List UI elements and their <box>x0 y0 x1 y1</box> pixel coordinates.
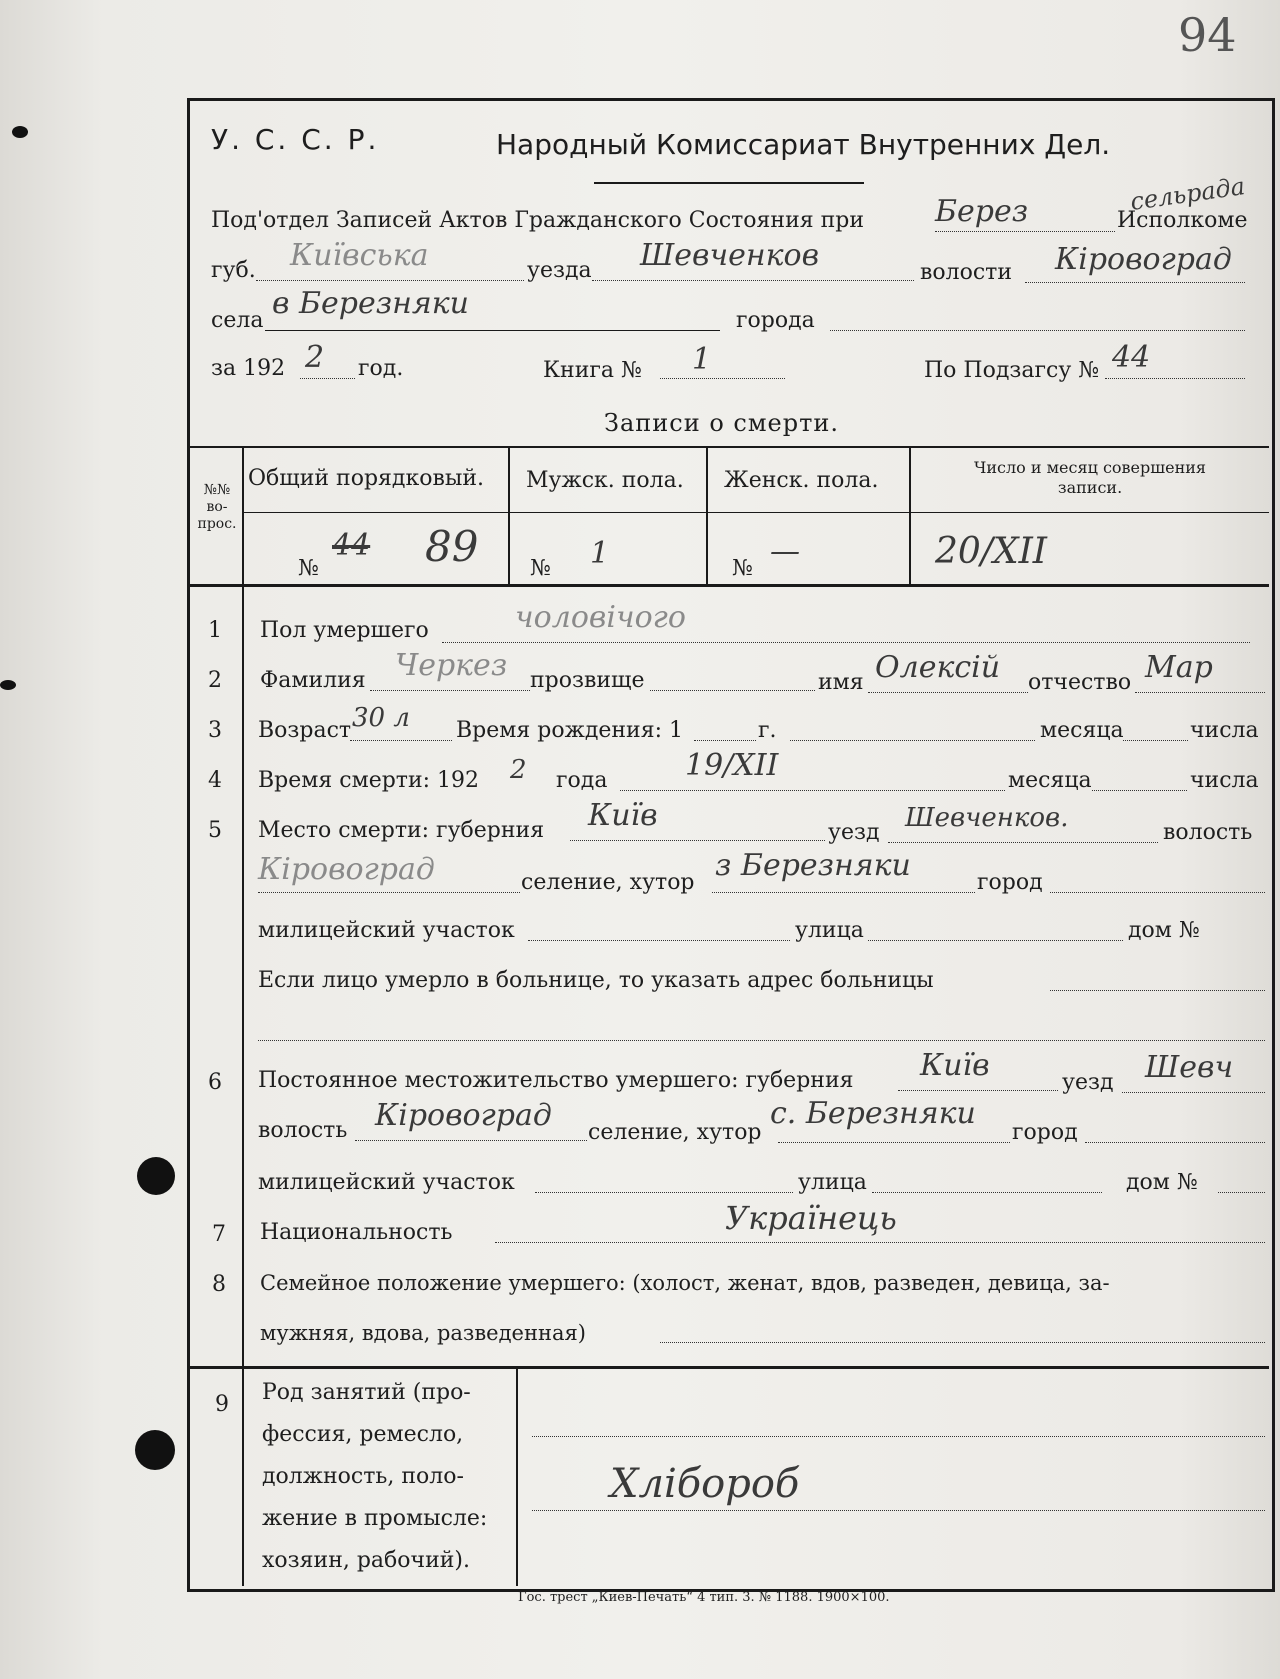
year-label: за 192 <box>211 356 286 381</box>
r5-street-label: улица <box>795 918 864 943</box>
r8-line2: мужняя, вдова, разведенная) <box>260 1321 586 1345</box>
r6-gub-value: Київ <box>920 1048 990 1083</box>
r2-name-line <box>868 692 1028 693</box>
row9-top-rule <box>190 1366 1269 1369</box>
r6-selo-value: с. Березняки <box>770 1096 976 1131</box>
r6-gorod-line <box>1085 1142 1265 1143</box>
footer-print: Гос. трест „Киев-Печать“ 4 тип. 3. № 1188. 1900×100. <box>518 1590 890 1605</box>
r5-selo-line <box>712 892 975 893</box>
r9-line-2: фессия, ремесло, <box>262 1422 464 1447</box>
r5-selo-label: селение, хутор <box>521 870 695 895</box>
table-bottom-rule <box>190 584 1269 587</box>
subdept-value: Берез <box>935 194 1029 229</box>
row9-divider <box>516 1368 518 1586</box>
r7-line <box>495 1242 1265 1243</box>
row-number: 9 <box>215 1392 229 1417</box>
col-date-1: Число и месяц совершения <box>973 458 1207 477</box>
r3-day-line <box>1123 740 1188 741</box>
section-title: Записи о смерти. <box>604 409 839 437</box>
r9-line-rule <box>532 1510 1265 1511</box>
table-col-divider <box>909 446 911 586</box>
r5-volost-label: волость <box>1163 820 1253 845</box>
r6-gub-line <box>898 1090 1058 1091</box>
general-no: № <box>298 556 319 581</box>
r5-uezd-label: уезд <box>828 820 880 845</box>
book-line <box>660 378 785 379</box>
male-value: 1 <box>590 536 610 571</box>
r6-volost-line <box>355 1140 587 1141</box>
year-suffix: год. <box>358 356 404 381</box>
r2-fam-label: Фамилия <box>260 668 366 693</box>
r5-house-label: дом № <box>1128 918 1200 943</box>
table-top-rule <box>190 446 1269 448</box>
r2-nick-line <box>650 690 815 691</box>
r9-line-5: хозяин, рабочий). <box>262 1548 470 1573</box>
archive-page-number: 94 <box>1178 8 1237 62</box>
r7-label: Национальность <box>260 1220 453 1245</box>
punch-hole <box>0 680 16 690</box>
punch-hole <box>137 1157 175 1195</box>
subdept-line <box>935 231 1115 232</box>
table-col-divider <box>242 446 244 586</box>
r2-fam-value: Черкез <box>395 648 508 683</box>
r9-value: Хлібороб <box>610 1461 800 1507</box>
r3-age-label: Возраст <box>258 718 352 743</box>
volost-label: волости <box>920 260 1013 285</box>
subrecord-line <box>1105 378 1245 379</box>
r2-patr-value: Мар <box>1145 650 1213 685</box>
col-male: Мужск. пола. <box>526 468 684 493</box>
r6-street-label: улица <box>798 1170 867 1195</box>
table-header-rule <box>243 512 1269 513</box>
col-female: Женск. пола. <box>724 468 879 493</box>
female-value: — <box>770 534 800 569</box>
row-number: 1 <box>208 618 222 643</box>
r9-line-4: жение в промысле: <box>262 1506 488 1531</box>
col-general: Общий порядковый. <box>248 466 485 491</box>
col-question-3: прос. <box>197 516 237 532</box>
gub-value: Київська <box>290 238 429 273</box>
r8-line <box>660 1342 1265 1343</box>
r6-house-line <box>1218 1192 1265 1193</box>
executive-label: Исполкоме <box>1117 208 1248 233</box>
r6-house-label: дом № <box>1126 1170 1198 1195</box>
r4-day: числа <box>1190 768 1259 793</box>
r5-hospital-line-2 <box>258 1040 1265 1041</box>
header-rule <box>594 182 864 184</box>
r2-name-value: Олексій <box>875 650 1001 685</box>
date-value: 20/XII <box>935 531 1048 572</box>
r3-age-value: 30 л <box>352 703 410 733</box>
r4-date-line <box>620 790 1005 791</box>
r6-selo-label: селение, хутор <box>588 1120 762 1145</box>
r4-year-word: года <box>556 768 608 793</box>
general-value: 89 <box>425 522 479 571</box>
r6-uezd-value: Шевч <box>1145 1050 1234 1085</box>
r6-uezd-label: уезд <box>1062 1070 1114 1095</box>
gorod-label: города <box>736 308 815 333</box>
r3-birth-label: Время рождения: 1 <box>456 718 683 743</box>
r1-line <box>442 642 1250 643</box>
row-number: 6 <box>208 1070 222 1095</box>
r4-year-value: 2 <box>510 755 527 785</box>
uezd-value: Шевченков <box>640 238 820 273</box>
subdept-value-2: сельрада <box>1128 172 1247 216</box>
r7-value: Українець <box>725 1199 897 1237</box>
table-col-divider <box>706 446 708 586</box>
r6-label: Постоянное местожительство умершего: губерния <box>258 1068 854 1093</box>
col-question-1: №№ <box>203 482 231 498</box>
r5-militia-label: милицейский участок <box>258 918 515 943</box>
male-no: № <box>530 556 551 581</box>
r5-selo-value: з Березняки <box>715 848 911 883</box>
r3-birth-line <box>694 740 756 741</box>
year-value: 2 <box>305 340 325 375</box>
r5-volost-value: Кіровоград <box>258 852 435 887</box>
r3-month: месяца <box>1040 718 1124 743</box>
r6-volost-label: волость <box>258 1118 348 1143</box>
row-number: 4 <box>208 768 222 793</box>
r6-militia-label: милицейский участок <box>258 1170 515 1195</box>
r3-g: г. <box>758 718 777 743</box>
r4-label: Время смерти: 192 <box>258 768 480 793</box>
r4-date-value: 19/XII <box>685 748 779 783</box>
row-number: 3 <box>208 718 222 743</box>
r2-patr-line <box>1135 692 1265 693</box>
book-label: Книга № <box>543 358 642 383</box>
selo-value: в Березняки <box>272 286 469 321</box>
r6-gorod-label: город <box>1012 1120 1078 1145</box>
r5-uezd-line <box>888 842 1158 843</box>
commissariat-title: Народный Комиссариат Внутренних Дел. <box>496 128 1111 161</box>
subrecord-value: 44 <box>1112 340 1151 375</box>
uezd-line <box>592 280 914 281</box>
row-number: 7 <box>212 1222 226 1247</box>
republic-label: У. С. С. Р. <box>211 123 380 156</box>
general-struck: 44 <box>332 528 371 563</box>
selo-line <box>265 330 720 331</box>
punch-hole <box>12 126 28 138</box>
body-col-divider <box>242 586 244 1586</box>
col-question-2: во- <box>206 499 228 515</box>
r4-day-line <box>1092 790 1187 791</box>
selo-label: села <box>211 308 264 333</box>
uezd-label: уезда <box>527 258 592 283</box>
r5-gub-value: Київ <box>588 798 658 833</box>
table-col-divider <box>508 446 510 586</box>
r2-name-label: имя <box>818 670 864 695</box>
r5-hospital-label: Если лицо умерло в больнице, то указать адрес больницы <box>258 968 934 993</box>
subdept-label: Под'отдел Записей Актов Гражданского Состояния при <box>211 208 865 233</box>
volost-line <box>1025 282 1245 283</box>
r5-gub-line <box>570 840 825 841</box>
gub-line <box>256 280 524 281</box>
r6-uezd-line <box>1122 1092 1265 1093</box>
r6-selo-line <box>778 1142 1010 1143</box>
r5-label: Место смерти: губерния <box>258 818 545 843</box>
r6-street-line <box>872 1192 1102 1193</box>
r5-gorod-label: город <box>977 870 1043 895</box>
r2-fam-line <box>370 690 530 691</box>
r5-uezd-value: Шевченков. <box>905 803 1069 833</box>
r5-gorod-line <box>1050 892 1265 893</box>
r1-label: Пол умершего <box>260 618 429 643</box>
punch-hole <box>135 1430 175 1470</box>
r5-street-line <box>868 940 1123 941</box>
gub-label: губ. <box>211 258 256 283</box>
col-date-2: записи. <box>1057 478 1123 497</box>
r4-month: месяца <box>1008 768 1092 793</box>
r2-nick-label: прозвище <box>530 668 645 693</box>
r3-month-line <box>790 740 1035 741</box>
r5-hospital-line <box>1050 990 1265 991</box>
r3-age-line <box>350 740 452 741</box>
r8-line1: Семейное положение умершего: (холост, женат, вдов, разведен, девица, за- <box>260 1271 1110 1295</box>
r9-line-1: Род занятий (про- <box>262 1380 471 1405</box>
r1-value: чоловічого <box>515 600 686 635</box>
row-number: 8 <box>212 1272 226 1297</box>
r2-patr-label: отчество <box>1028 670 1132 695</box>
row-number: 2 <box>208 668 222 693</box>
female-no: № <box>732 556 753 581</box>
r5-militia-line <box>528 940 790 941</box>
subrecord-label: По Подзагсу № <box>924 358 1100 383</box>
r5-volost-line <box>258 892 520 893</box>
r3-day: числа <box>1190 718 1259 743</box>
row-number: 5 <box>208 818 222 843</box>
volost-value: Кіровоград <box>1055 242 1232 277</box>
r6-volost-value: Кіровоград <box>375 1098 552 1133</box>
r6-militia-line <box>535 1192 793 1193</box>
r9-line-rule <box>532 1436 1265 1437</box>
book-value: 1 <box>692 342 712 377</box>
gorod-line <box>830 330 1245 331</box>
year-line <box>300 378 355 379</box>
r9-line-3: должность, поло- <box>262 1464 464 1489</box>
